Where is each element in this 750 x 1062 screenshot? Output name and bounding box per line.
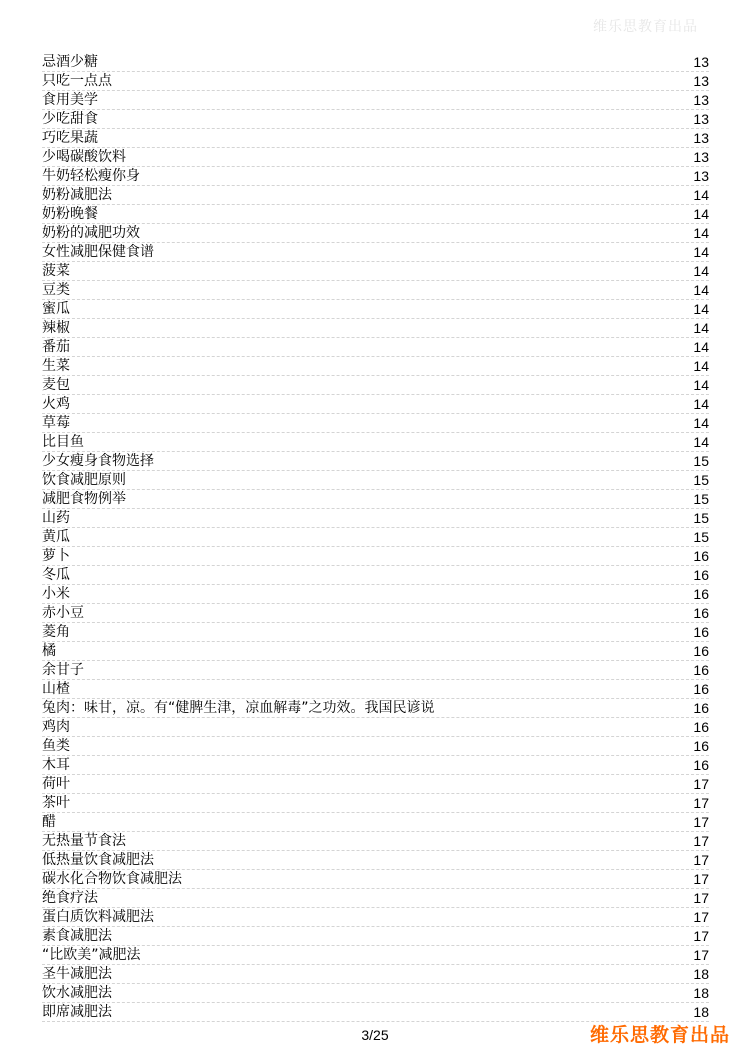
toc-entry-page: 16 (693, 662, 709, 678)
toc-entry-page: 13 (693, 149, 709, 165)
toc-entry[interactable] (42, 167, 709, 186)
toc-entry-title: 鸡肉 (42, 719, 70, 735)
toc-entry-page: 15 (693, 510, 709, 526)
toc-entry[interactable] (42, 623, 709, 642)
toc-entry-title: 鱼类 (42, 738, 70, 754)
toc-entry[interactable] (42, 737, 709, 756)
toc-entry[interactable] (42, 661, 709, 680)
toc-entry[interactable] (42, 471, 709, 490)
toc-entry[interactable] (42, 338, 709, 357)
toc-entry[interactable] (42, 262, 709, 281)
publisher-watermark-logo: 维乐思教育出品 (589, 1024, 730, 1046)
toc-entry-title: 绝食疗法 (42, 890, 98, 906)
toc-entry-title: 豆类 (42, 282, 70, 298)
toc-entry-page: 18 (693, 985, 709, 1001)
toc-entry[interactable] (42, 851, 709, 870)
toc-entry[interactable] (42, 224, 709, 243)
toc-entry-page: 16 (693, 567, 709, 583)
toc-entry-title: 食用美学 (42, 92, 98, 108)
toc-entry-page: 14 (693, 206, 709, 222)
toc-entry-title: 即席减肥法 (42, 1004, 112, 1020)
toc-entry-page: 13 (693, 111, 709, 127)
toc-entry[interactable] (42, 642, 709, 661)
table-of-contents (42, 53, 709, 1022)
toc-entry-title: 茶叶 (42, 795, 70, 811)
toc-entry[interactable] (42, 414, 709, 433)
toc-entry-title: 圣牛减肥法 (42, 966, 112, 982)
toc-entry-title: 碳水化合物饮食减肥法 (42, 871, 182, 887)
toc-entry[interactable] (42, 566, 709, 585)
toc-entry-page: 17 (693, 947, 709, 963)
toc-entry-page: 15 (693, 472, 709, 488)
toc-entry[interactable] (42, 490, 709, 509)
toc-entry-page: 15 (693, 529, 709, 545)
toc-entry-title: 番茄 (42, 339, 70, 355)
toc-entry[interactable] (42, 129, 709, 148)
toc-entry-page: 14 (693, 358, 709, 374)
toc-entry-page: 17 (693, 852, 709, 868)
toc-entry[interactable] (42, 870, 709, 889)
toc-entry[interactable] (42, 91, 709, 110)
toc-entry-title: 菱角 (42, 624, 70, 640)
toc-entry[interactable] (42, 832, 709, 851)
toc-entry[interactable] (42, 509, 709, 528)
toc-entry-page: 15 (693, 491, 709, 507)
toc-entry-title: 辣椒 (42, 320, 70, 336)
toc-entry-title: 无热量节食法 (42, 833, 126, 849)
toc-entry-title: 蜜瓜 (42, 301, 70, 317)
toc-entry-title: 菠菜 (42, 263, 70, 279)
toc-entry-title: 巧吃果蔬 (42, 130, 98, 146)
toc-entry-page: 14 (693, 320, 709, 336)
toc-entry-page: 14 (693, 263, 709, 279)
toc-entry-title: 奶粉的减肥功效 (42, 225, 140, 241)
toc-entry-title: 赤小豆 (42, 605, 84, 621)
toc-entry[interactable] (42, 908, 709, 927)
toc-entry[interactable] (42, 775, 709, 794)
toc-entry-page: 16 (693, 624, 709, 640)
toc-entry[interactable] (42, 376, 709, 395)
top-watermark: 维乐思教育出品 (593, 19, 698, 35)
toc-entry-page: 16 (693, 719, 709, 735)
toc-entry[interactable] (42, 110, 709, 129)
toc-entry-page: 16 (693, 757, 709, 773)
toc-entry-page: 14 (693, 434, 709, 450)
toc-entry-page: 14 (693, 301, 709, 317)
toc-entry-title: 山药 (42, 510, 70, 526)
toc-entry[interactable] (42, 604, 709, 623)
toc-entry-title: 低热量饮食减肥法 (42, 852, 154, 868)
toc-entry[interactable] (42, 357, 709, 376)
toc-entry-page: 13 (693, 130, 709, 146)
toc-entry[interactable] (42, 281, 709, 300)
toc-entry-title: 奶粉晚餐 (42, 206, 98, 222)
toc-entry-title: 饮食减肥原则 (42, 472, 126, 488)
toc-entry-page: 16 (693, 548, 709, 564)
toc-entry-page: 14 (693, 415, 709, 431)
toc-entry[interactable] (42, 718, 709, 737)
toc-entry-page: 14 (693, 225, 709, 241)
toc-entry-title: 饮水减肥法 (42, 985, 112, 1001)
toc-entry[interactable] (42, 243, 709, 262)
toc-entry-page: 13 (693, 168, 709, 184)
toc-entry-title: 少喝碳酸饮料 (42, 149, 126, 165)
toc-entry-title: 木耳 (42, 757, 70, 773)
toc-entry[interactable] (42, 319, 709, 338)
toc-entry-title: 山楂 (42, 681, 70, 697)
toc-entry-page: 14 (693, 377, 709, 393)
toc-entry-page: 17 (693, 776, 709, 792)
toc-entry-page: 17 (693, 890, 709, 906)
toc-entry-title: 兔肉：味甘，凉。有“健脾生津，凉血解毒”之功效。我国民谚说 (42, 700, 435, 716)
toc-entry[interactable] (42, 585, 709, 604)
toc-entry-title: 少吃甜食 (42, 111, 98, 127)
toc-entry-page: 18 (693, 1004, 709, 1020)
toc-entry[interactable] (42, 680, 709, 699)
toc-entry-title: 草莓 (42, 415, 70, 431)
toc-entry-page: 17 (693, 795, 709, 811)
toc-entry-title: 女性减肥保健食谱 (42, 244, 154, 260)
toc-entry-page: 15 (693, 453, 709, 469)
toc-entry-title: 麦包 (42, 377, 70, 393)
toc-entry-title: 冬瓜 (42, 567, 70, 583)
toc-entry-title: 少女瘦身食物选择 (42, 453, 154, 469)
toc-entry[interactable] (42, 889, 709, 908)
toc-entry-title: 黄瓜 (42, 529, 70, 545)
toc-entry[interactable] (42, 965, 709, 984)
toc-entry-page: 16 (693, 738, 709, 754)
toc-entry-page: 16 (693, 700, 709, 716)
toc-entry-title: 牛奶轻松瘦你身 (42, 168, 140, 184)
page-number: 3/25 (361, 1027, 389, 1043)
toc-entry-title: 萝卜 (42, 548, 70, 564)
toc-entry-title: “比欧美”减肥法 (42, 947, 141, 963)
toc-entry[interactable] (42, 395, 709, 414)
toc-entry[interactable] (42, 528, 709, 547)
toc-entry-page: 16 (693, 605, 709, 621)
toc-entry-title: 余甘子 (42, 662, 84, 678)
toc-entry[interactable] (42, 946, 709, 965)
toc-entry-title: 醋 (42, 814, 56, 830)
toc-entry-page: 14 (693, 187, 709, 203)
toc-entry-page: 17 (693, 928, 709, 944)
toc-entry[interactable] (42, 186, 709, 205)
toc-entry-title: 荷叶 (42, 776, 70, 792)
toc-entry[interactable] (42, 984, 709, 1003)
toc-entry[interactable] (42, 53, 709, 72)
toc-entry-page: 13 (693, 73, 709, 89)
toc-entry-page: 16 (693, 643, 709, 659)
toc-entry-title: 生菜 (42, 358, 70, 374)
toc-entry-page: 17 (693, 871, 709, 887)
toc-entry-page: 17 (693, 814, 709, 830)
toc-entry[interactable] (42, 300, 709, 319)
toc-entry[interactable] (42, 927, 709, 946)
toc-entry[interactable] (42, 699, 709, 718)
toc-entry-title: 比目鱼 (42, 434, 84, 450)
toc-entry-page: 13 (693, 92, 709, 108)
toc-entry[interactable] (42, 547, 709, 566)
toc-entry-page: 14 (693, 244, 709, 260)
toc-entry-title: 只吃一点点 (42, 73, 112, 89)
toc-entry-title: 减肥食物例举 (42, 491, 126, 507)
toc-entry-title: 素食减肥法 (42, 928, 112, 944)
toc-entry-page: 16 (693, 586, 709, 602)
toc-entry-page: 18 (693, 966, 709, 982)
toc-entry-page: 17 (693, 909, 709, 925)
toc-entry[interactable] (42, 813, 709, 832)
toc-entry-title: 忌酒少糖 (42, 54, 98, 70)
toc-entry-page: 13 (693, 54, 709, 70)
toc-entry[interactable] (42, 794, 709, 813)
toc-entry-title: 蛋白质饮料减肥法 (42, 909, 154, 925)
toc-entry-page: 14 (693, 339, 709, 355)
toc-entry[interactable] (42, 205, 709, 224)
toc-entry-page: 16 (693, 681, 709, 697)
toc-entry-title: 奶粉减肥法 (42, 187, 112, 203)
toc-entry-title: 橘 (42, 643, 56, 659)
toc-entry-page: 14 (693, 282, 709, 298)
toc-entry[interactable] (42, 72, 709, 91)
toc-entry-page: 14 (693, 396, 709, 412)
toc-entry-title: 火鸡 (42, 396, 70, 412)
toc-entry-page: 17 (693, 833, 709, 849)
toc-entry[interactable] (42, 433, 709, 452)
toc-entry[interactable] (42, 148, 709, 167)
toc-entry-title: 小米 (42, 586, 70, 602)
toc-entry[interactable] (42, 756, 709, 775)
toc-entry[interactable] (42, 452, 709, 471)
